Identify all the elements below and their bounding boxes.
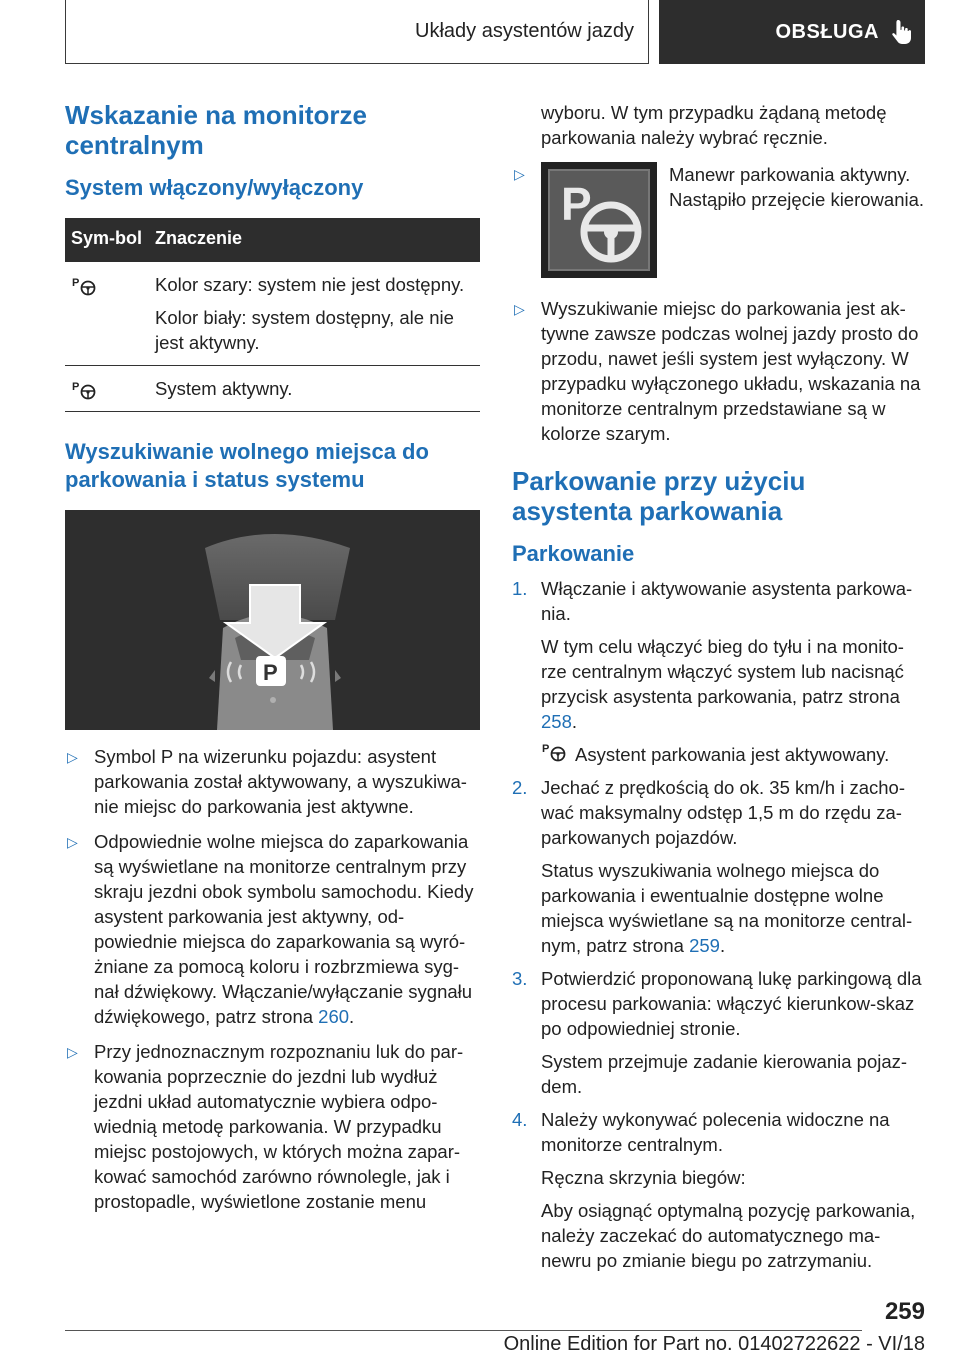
svg-text:P: P — [72, 381, 80, 394]
heading-parking-search: Wyszukiwanie wolnego miejsca do parkowania i status systemu — [65, 439, 429, 492]
list-item: 4. Należy wykonywać polecenia widoczne na monitorze centralnym. Ręczna skrzynia biegów: Aby osiągnąć optymalną pozycję parkowania, należy zaczekać do automatycznego ma-newru po zmianie biegu po zatrzymaniu. — [512, 1109, 916, 1271]
header-chapter-box — [659, 0, 925, 64]
svg-text:P: P — [561, 178, 592, 230]
list-item: ▷ Symbol P na wizerunku pojazdu: asystent parkowania został aktywowany, a wyszukiwa-nie miejsc do parkowania jest aktywne. — [67, 746, 467, 817]
continued-text: wyboru. W tym przypadku żądaną metodę parkowania należy wybrać ręcznie. — [541, 102, 887, 148]
table-cell-meaning: System aktywny. — [149, 366, 480, 412]
table-row — [65, 262, 480, 366]
table-row — [65, 366, 480, 412]
table-cell-symbol — [65, 366, 149, 412]
page-link-258[interactable]: 258 — [541, 711, 572, 732]
triangle-bullet-icon: ▷ — [67, 749, 78, 765]
parking-steering-icon — [71, 276, 97, 296]
maneuver-active-text: Manewr parkowania aktywny. Nastąpiło przejęcie kierowania. — [669, 164, 925, 210]
hand-pointer-icon — [889, 18, 915, 46]
header-chapter-title: OBSŁUGA — [775, 20, 879, 43]
right-column — [512, 100, 925, 1281]
footer-edition: Online Edition for Part no. 01402722622 - VI/18 — [503, 1333, 925, 1355]
parking-maneuver-active-icon — [541, 162, 657, 278]
table-cell-meaning: Kolor szary: system nie jest dostępny. Kolor biały: system dostępny, ale nie jest aktywny. — [149, 262, 480, 366]
triangle-bullet-icon: ▷ — [67, 1044, 78, 1060]
parking-steps-list — [512, 576, 925, 1273]
list-item: ▷ Przy jednoznacznym rozpoznaniu luk do par-kowania poprzecznie do jezdni lub wydłuż jezdni układ automatycznie wybiera odpo-wiednią metodę parkowania. W przypadku miejsc postojowych, w których można zapar-kować samochód zarówno równolegle, jak i prostopadle, wyświetlone zostanie menu — [67, 1041, 464, 1212]
svg-text:P: P — [263, 660, 278, 685]
heading-system-on-off: System włączony/wyłączony — [65, 175, 364, 200]
symbol-table — [65, 218, 480, 412]
list-item: 3. Potwierdzić proponowaną lukę parkingową dla procesu parkowania: włączyć kierunkow-skaz po odpowiedniej stronie. System przejmuje zadanie kierowania pojaz-dem. — [512, 968, 922, 1097]
triangle-bullet-icon: ▷ — [67, 834, 78, 850]
heading-parking-assistant: Parkowanie przy użyciu asystenta parkowania — [512, 466, 806, 526]
parking-display-graphic — [65, 510, 480, 730]
left-column — [65, 100, 480, 1224]
list-item: 1. Włączanie i aktywowanie asystenta parkowa-nia. W tym celu włączyć bieg do tyłu i na monito-rze centralnym włączyć system lub nacisnąć przycisk asystenta parkowania, patrz strona 258. P Asystent parkowania jest aktywowany. — [512, 578, 913, 765]
list-item: ▷ Odpowiednie wolne miejsca do zaparkowania są wyświetlane na monitorze centralnym przy skraju jezdni obok symbolu samochodu. Kiedy asystent parkowania jest aktywny, od-powiednie miejsca do zaparkowania są wyró-żniane za pomocą koloru i rozbrzmiewa syg-nał dźwiękowy. Włączanie/wyłączanie sygnału dźwiękowego, patrz strona 260. — [67, 831, 474, 1027]
svg-text:P: P — [542, 743, 550, 755]
svg-text:P: P — [72, 277, 80, 290]
status-bullet-list — [65, 744, 480, 1214]
table-head-meaning: Znaczenie — [149, 218, 480, 262]
page-link-259[interactable]: 259 — [689, 935, 720, 956]
search-bullet-list — [512, 296, 925, 446]
triangle-bullet-icon: ▷ — [514, 166, 525, 182]
list-item — [512, 162, 925, 278]
header-section-title: Układy asystentów jazdy — [415, 20, 634, 42]
parking-steering-active-icon — [71, 380, 97, 400]
heading-central-monitor: Wskazanie na monitorze centralnym — [65, 100, 367, 160]
footer-divider — [65, 1330, 862, 1331]
table-head-symbol: Sym-bol — [65, 218, 149, 262]
page-link-260[interactable]: 260 — [318, 1006, 350, 1027]
triangle-bullet-icon: ▷ — [514, 301, 525, 317]
heading-parking: Parkowanie — [512, 541, 635, 566]
list-item: 2. Jechać z prędkością do ok. 35 km/h i zacho-wać maksymalny odstęp 1,5 m do rzędu za-parkowanych pojazdów. Status wyszukiwania wolnego miejsca do parkowania i ewentualnie dostępne wolne miejsca wyświetlane są na monitorze central-nym, patrz strona 259. — [512, 777, 913, 956]
parking-steering-icon — [541, 742, 567, 762]
table-cell-symbol — [65, 262, 149, 366]
list-item: ▷ Wyszukiwanie miejsc do parkowania jest ak-tywne zawsze podczas wolnej jazdy prosto do przodu, nawet jeśli system jest wyłączony. W przypadku wyłączonego układu, wskazania na monitorze centralnym przedstawiane są w kolorze szarym. — [514, 298, 921, 444]
header-section-box — [65, 0, 649, 64]
parking-display-illustration — [65, 510, 480, 730]
page-number: 259 — [884, 1298, 925, 1325]
